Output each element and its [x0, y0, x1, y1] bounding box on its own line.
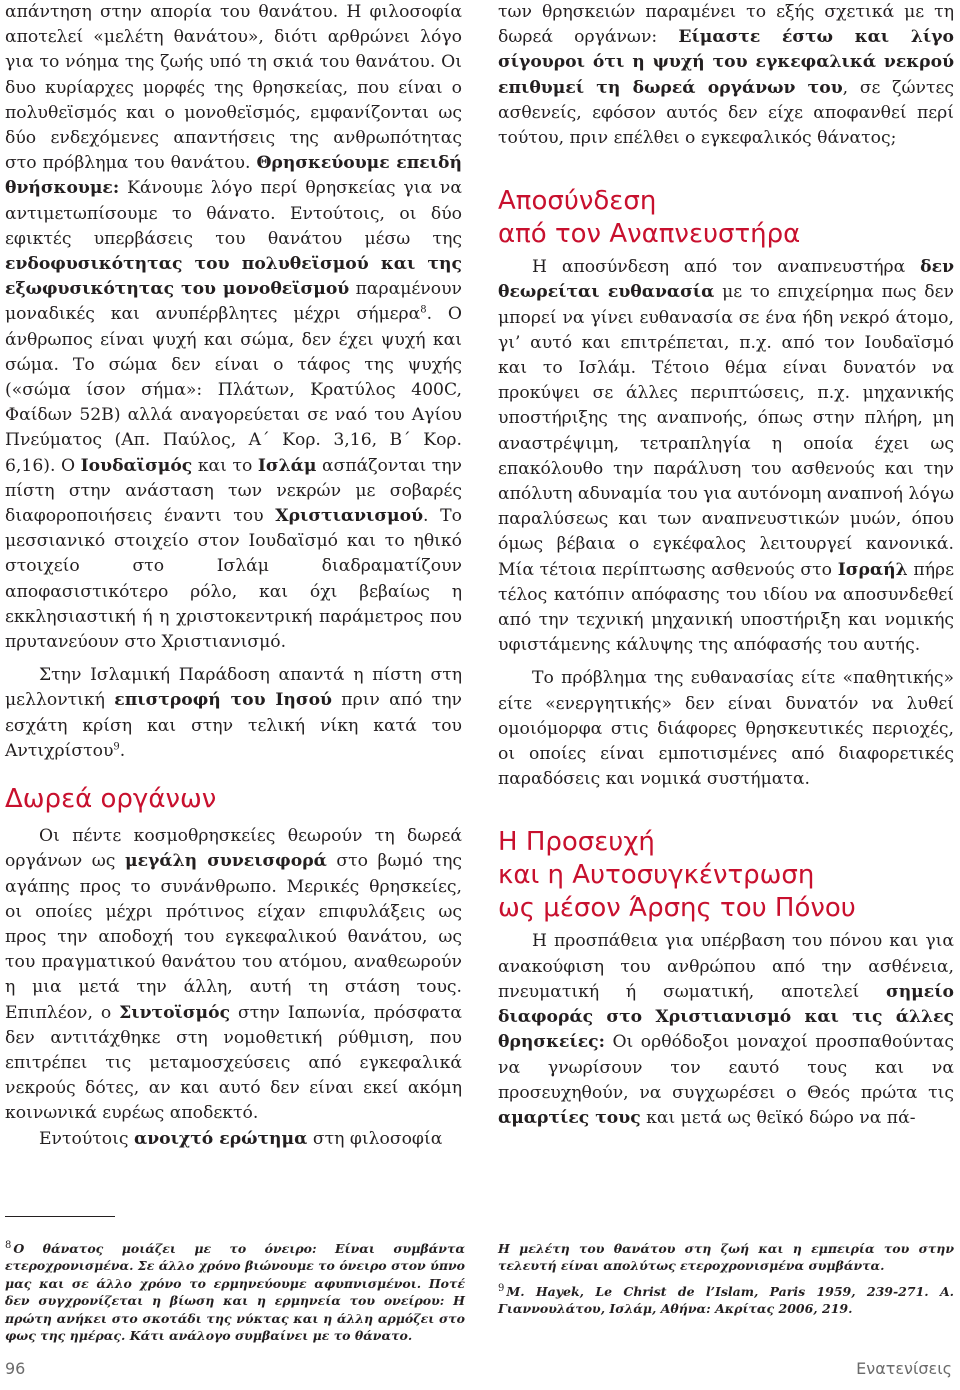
footnote-8-continued: Η μελέτη του θανάτου στη ζωή και η εμπειρία του στην τελευτή είναι απολύτως ετεροχρονισμένα συμβάντα.	[498, 1241, 954, 1274]
heading-ventilator-detachment: Αποσύνδεση από τον Αναπνευστήρα	[498, 186, 801, 250]
right-column	[498, 0, 954, 1131]
paragraph-euthanasia: Το πρόβλημα της ευθανασίας είτε «παθητικής» είτε «ενεργητικής» δεν είναι δυνατόν να λυθεί ομοιόμορφα στις διάφορες θρησκευτικές περιοχές, οι οποίες είναι εμποτισμένες από διαφορετικές παραδόσεις και νομικά συστήματα.	[498, 668, 954, 790]
paragraph-organ-donation: Οι πέντε κοσμοθρησκείες θεωρούν τη δωρεά οργάνων ως μεγάλη συνεισφορά στο βωμό της αγάπης προς το συνάνθρωπο. Μερικές θρησκείες, οι οποίες μέχρι πρότινος είχαν επιφυλάξεις ως προς την αποδοχή του εγκεφαλικού θανάτου, ως του πραγματικού θανάτου του ατόμου, αναθεωρούν η μια μετά την άλλη, αυτή τη στάση τους. Επιπλέον, ο Σιντοϊσμός στην Ιαπωνία, πρόσφατα δεν αντιτάχθηκε στη νομοθετική ρύθμιση, που επιτρέπει τις μεταμοσχεύσεις από εγκεφαλικά νεκρούς δότες, αν και αυτό δεν είναι εκεί ακόμη κοινωνικά ευρέως αποδεκτό.	[5, 826, 463, 1124]
left-column	[5, 0, 462, 1152]
paragraph-open-question: Εντούτοις ανοιχτό ερώτημα στη φιλοσοφία	[39, 1128, 443, 1149]
footnote-ref-9[interactable]: 9	[113, 741, 120, 753]
journal-name: Ενατενίσεις	[856, 1359, 952, 1378]
page-number: 96	[5, 1359, 26, 1378]
paragraph-islamic-tradition: Στην Ισλαμική Παράδοση απαντά η πίστη στη μελλοντική επιστροφή του Ιησού πριν από την εσχάτη κρίση και στην τελική νίκη κατά του Αντιχρίστου$^9$.	[5, 665, 462, 761]
paragraph-open-question-cont: των θρησκειών παραμένει το εξής σχετικά με τη δωρεά οργάνων: Είμαστε έστω και λίγο σίγουροι ότι η ψυχή του εγκεφαλικά νεκρού επιθυμεί τη δωρεά οργάνων του, σε ζώντες ασθενείς, εφόσον αυτός δεν είχε αποφανθεί περί τούτου, πριν επέλθει ο εγκεφαλικός θάνατος;	[498, 2, 954, 149]
footnote-ref-8[interactable]: 8	[420, 304, 427, 316]
heading-organ-donation: Δωρεά οργάνων	[5, 784, 217, 815]
footnotes-right	[498, 1240, 954, 1318]
footnote-divider	[5, 1216, 115, 1217]
footnote-9: $^9$ M. Hayek, Le Christ de l’Islam, Paris 1959, 239-271. Α. Γιαννουλάτου, Ισλάμ, Αθήνα: Ακρίτας 2006, 219.	[498, 1282, 954, 1317]
footnotes-left	[5, 1240, 465, 1344]
heading-prayer: Η Προσευχή και η Αυτοσυγκέντρωση ως μέσον Άρσης του Πόνου	[498, 827, 856, 924]
paragraph-religion-death: απάντηση στην απορία του θανάτου. Η φιλοσοφία αποτελεί «μελέτη θανάτου», διότι αρθρώνει λόγο για το νόημα της ζωής υπό τη σκιά του θανάτου. Οι δυο κυρίαρχες μορφές της θρησκείας, που είναι ο πολυθεϊσμός και ο μονοθεϊσμός, εμφανίζονται ως δύο ενδεχόμενες απαντήσεις της ανθρωπότητας στο πρόβλημα του θανάτου. Θρησκεύουμε επειδή θνήσκουμε: Κάνουμε λόγο περί θρησκείας για να αντιμετωπίσουμε το θάνατο. Εντούτοις, οι δύο εφικτές υπερβάσεις του θανάτου μέσω της ενδοφυσικότητας του πολυθεϊσμού και της εξωφυσικότητας του μονοθεϊσμού παραμένουν μοναδικές και ανυπέρβλητες μέχρι σήμερα$^8$. Ο άνθρωπος είναι ψυχή και σώμα, δεν έχει ψυχή και σώμα. Το σώμα δεν είναι ο τάφος της ψυχής («σώμα ίσον σήμα»: Πλάτων, Κρατύλος 400C, Φαίδων 52B) αλλά αναγορεύεται σε ναό του Αγίου Πνεύματος (Απ. Παύλος, Α΄ Κορ. 3,16, Β΄ Κορ. 6,16). Ο Ιουδαϊσμός και το Ισλάμ ασπάζονται την πίστη στην ανάσταση των νεκρών με σοβαρές διαφοροποιήσεις έναντι του Χριστιανισμού. Το μεσσιανικό στοιχείο στον Ιουδαϊσμό και το ηθικό στοιχείο στο Ισλάμ διαδραματίζουν αποφασιστικότερο ρόλο, και όχι βεβαίως η εκκλησιαστική ή η χριστοκεντρική παράμετρος που πρυτανεύουν στο Χριστιανισμό.	[5, 2, 463, 653]
footnote-8: $^8$ Ο θάνατος μοιάζει με το όνειρο: Είναι συμβάντα ετεροχρονισμένα. Σε άλλο χρόνο βιώνουμε το όνειρο στον ύπνο μας και σε άλλο χρόνο το ερμηνεύουμε αφυπνισμένοι. Ποτέ δεν συγχρονίζεται η βίωση και η ερμηνεία του ονείρου: Η πρώτη ανήκει στο σκοτάδι της νύκτας και η άλλη αρμόζει στο φως της ημέρας. Κάτι ανάλογο συμβαίνει με το θάνατο.	[5, 1239, 465, 1344]
paragraph-ventilator: Η αποσύνδεση από τον αναπνευστήρα δεν θεωρείται ευθανασία με το επιχείρημα πως δεν μπορεί να γίνει ευθανασία σε ένα ήδη νεκρό άτομο, γι’ αυτό και επιτρέπεται, π.χ. από τον Ιουδαϊσμό και το Ισλάμ. Τέτοιο θέμα είναι δυνατόν να προκύψει σε άλλες περιπτώσεις, π.χ. μηχανικής υποστήριξης της αναπνοής, όπως στην πλήρη, μη αναστρέψιμη, τετραπληγία η οποία έχει ως επακόλουθο την παράλυση του ασθενούς και την απόλυτη αδυναμία του για αυτόνομη αναπνοή λόγω παραλύσεως και των αναπνευστικών μυών, όπου όμως βέβαια ο εγκέφαλος λειτουργεί κανονικά. Μία τέτοια περίπτωσης ασθενούς στο Ισραήλ πήρε τέλος κατόπιν απόφασης του ιδίου να αποσυνδεθεί από την τεχνική μηχανική υποστήριξη και νομικής υφιστάμενης κάλυψης της απόφασής του αυτής.	[498, 257, 955, 656]
paragraph-pain-relief: Η προσπάθεια για υπέρβαση του πόνου και για ανακούφιση του ανθρώπου από την ασθένεια, πνευματική ή σωματική, αποτελεί σημείο διαφοράς στο Χριστιανισμό και τις άλλες θρησκείες: Οι ορθόδοξοι μοναχοί προσπαθούντας να γνωρίσουν τον εαυτό τους και να προσευχηθούν, να συγχωρέσει ο Θεός πρώτα τις αμαρτίες τους και μετά ως θεϊκό δώρο να πά-	[498, 931, 954, 1128]
